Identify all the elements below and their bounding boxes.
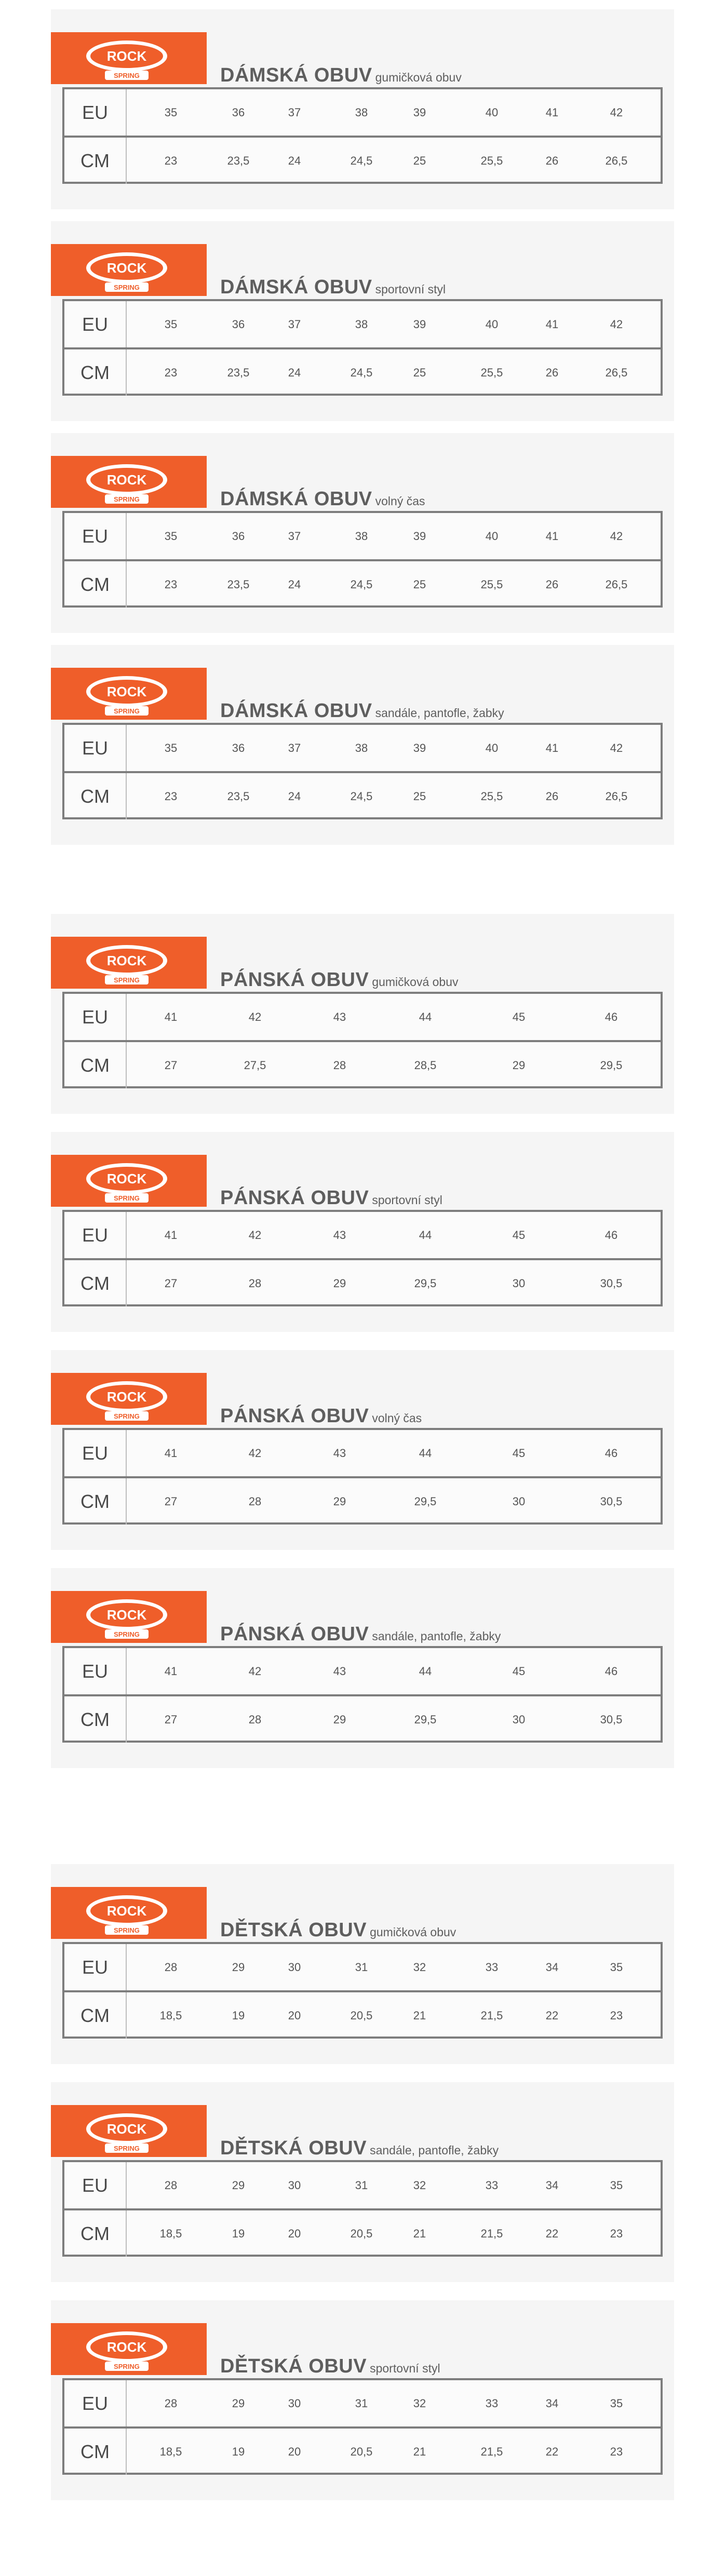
eu-size-cell: 37 (288, 741, 301, 754)
eu-size-cell: 42 (248, 1010, 262, 1023)
category-heading (220, 1919, 456, 1942)
eu-row-label: EU (64, 994, 127, 1040)
eu-size-row (64, 1430, 661, 1476)
cm-row-label: CM (64, 2210, 127, 2257)
cm-row-label: CM (64, 349, 127, 396)
cm-size-row (64, 1040, 661, 1088)
cm-size-cell: 23 (610, 2445, 623, 2458)
eu-size-cell: 38 (355, 741, 368, 754)
cm-size-cell: 23 (164, 154, 178, 167)
cm-size-cell: 24,5 (350, 154, 373, 167)
cm-size-cell: 24 (288, 366, 301, 379)
svg-text:SPRING: SPRING (114, 976, 140, 984)
eu-size-cell: 40 (485, 317, 499, 331)
cm-size-cell: 30 (512, 1494, 526, 1508)
eu-size-cell: 41 (545, 529, 559, 543)
category-heading (220, 64, 462, 87)
cm-size-cell: 27 (164, 1712, 178, 1726)
cm-size-cell: 26,5 (605, 789, 628, 803)
cm-row-label: CM (64, 1260, 127, 1306)
eu-size-cell: 41 (545, 741, 559, 754)
svg-text:ROCK: ROCK (106, 684, 147, 699)
eu-size-cell: 35 (164, 105, 178, 119)
category-heading (220, 1623, 501, 1646)
eu-row-label: EU (64, 301, 127, 347)
category-heading (220, 1187, 442, 1210)
eu-size-cell: 43 (333, 1446, 346, 1460)
category-heading (220, 969, 459, 992)
size-table (62, 1646, 663, 1743)
cm-size-cell: 18,5 (159, 2008, 182, 2022)
size-card (51, 914, 674, 1114)
eu-size-cell: 46 (604, 1010, 618, 1023)
cm-size-cell: 23 (610, 2227, 623, 2240)
size-table (62, 299, 663, 396)
eu-size-cell: 38 (355, 105, 368, 119)
svg-text:ROCK: ROCK (106, 1389, 147, 1405)
category-title: DÁMSKÁ OBUV (220, 700, 372, 722)
rock-spring-logo (51, 32, 207, 84)
size-table (62, 2378, 663, 2475)
eu-size-cell: 32 (413, 2396, 426, 2410)
cm-size-cell: 28 (248, 1276, 262, 1290)
svg-text:SPRING: SPRING (114, 2145, 140, 2152)
eu-size-cell: 35 (164, 741, 178, 754)
eu-size-cell: 42 (248, 1664, 262, 1678)
size-card (51, 2082, 674, 2282)
eu-size-cell: 42 (610, 105, 623, 119)
eu-size-cell: 42 (248, 1228, 262, 1242)
category-subtitle: sportovní styl (370, 2362, 440, 2375)
cm-size-cell: 25 (413, 366, 426, 379)
category-title: DĚTSKÁ OBUV (220, 2355, 367, 2377)
svg-text:SPRING: SPRING (114, 1630, 140, 1638)
cm-size-row (64, 559, 661, 608)
cm-size-cell: 22 (545, 2008, 559, 2022)
eu-size-row (64, 994, 661, 1040)
svg-text:SPRING: SPRING (114, 495, 140, 503)
eu-size-cell: 38 (355, 529, 368, 543)
eu-size-cell: 36 (232, 317, 245, 331)
cm-size-cell: 25 (413, 154, 426, 167)
eu-row-label: EU (64, 725, 127, 771)
size-card (51, 2300, 674, 2500)
category-title: DÁMSKÁ OBUV (220, 64, 372, 86)
svg-text:SPRING: SPRING (114, 2363, 140, 2370)
cm-size-cell: 22 (545, 2445, 559, 2458)
cm-size-cell: 26,5 (605, 154, 628, 167)
size-table (62, 992, 663, 1088)
eu-size-cell: 30 (288, 1960, 301, 1974)
eu-size-cell: 41 (164, 1010, 178, 1023)
cm-size-cell: 30,5 (600, 1494, 623, 1508)
size-table (62, 2160, 663, 2257)
size-card (51, 221, 674, 421)
category-title: DĚTSKÁ OBUV (220, 2137, 367, 2159)
cm-size-cell: 26 (545, 366, 559, 379)
cm-row-label: CM (64, 1696, 127, 1743)
cm-size-cell: 28 (248, 1494, 262, 1508)
cm-size-cell: 23,5 (227, 577, 250, 591)
eu-size-cell: 43 (333, 1664, 346, 1678)
cm-size-row (64, 1990, 661, 2039)
cm-size-cell: 20,5 (350, 2445, 373, 2458)
category-title: DĚTSKÁ OBUV (220, 1919, 367, 1941)
eu-size-cell: 28 (164, 2396, 178, 2410)
rock-spring-logo (51, 244, 207, 296)
eu-size-cell: 41 (164, 1664, 178, 1678)
size-table (62, 87, 663, 184)
cm-row-label: CM (64, 1042, 127, 1088)
category-heading (220, 1405, 422, 1428)
cm-size-cell: 26 (545, 154, 559, 167)
cm-size-cell: 25,5 (480, 366, 503, 379)
cm-size-cell: 27 (164, 1494, 178, 1508)
size-table (62, 723, 663, 819)
svg-text:ROCK: ROCK (106, 953, 147, 968)
eu-size-cell: 46 (604, 1228, 618, 1242)
svg-text:SPRING: SPRING (114, 284, 140, 291)
category-heading (220, 488, 425, 511)
cm-size-cell: 18,5 (159, 2227, 182, 2240)
eu-size-cell: 33 (485, 2178, 499, 2192)
size-table (62, 1428, 663, 1525)
svg-text:ROCK: ROCK (106, 1903, 147, 1919)
eu-size-row (64, 301, 661, 347)
eu-size-cell: 41 (545, 317, 559, 331)
rock-spring-logo (51, 937, 207, 989)
eu-size-cell: 31 (355, 2178, 368, 2192)
cm-size-row (64, 1258, 661, 1306)
size-table (62, 511, 663, 608)
cm-size-cell: 21,5 (480, 2445, 503, 2458)
eu-row-label: EU (64, 1944, 127, 1990)
cm-size-cell: 29,5 (414, 1276, 437, 1290)
cm-row-label: CM (64, 1992, 127, 2039)
cm-size-cell: 30 (512, 1276, 526, 1290)
eu-size-cell: 40 (485, 529, 499, 543)
svg-text:ROCK: ROCK (106, 2339, 147, 2355)
cm-size-cell: 20 (288, 2445, 301, 2458)
cm-size-cell: 22 (545, 2227, 559, 2240)
eu-row-label: EU (64, 1212, 127, 1258)
eu-size-cell: 41 (545, 105, 559, 119)
cm-size-cell: 23,5 (227, 154, 250, 167)
cm-size-cell: 30,5 (600, 1712, 623, 1726)
eu-size-cell: 30 (288, 2396, 301, 2410)
cm-size-cell: 20 (288, 2008, 301, 2022)
eu-row-label: EU (64, 2162, 127, 2208)
eu-size-cell: 31 (355, 2396, 368, 2410)
cm-size-cell: 20 (288, 2227, 301, 2240)
cm-size-cell: 23 (164, 789, 178, 803)
svg-text:ROCK: ROCK (106, 48, 147, 64)
cm-size-cell: 24 (288, 577, 301, 591)
cm-size-cell: 29,5 (414, 1712, 437, 1726)
cm-size-cell: 18,5 (159, 2445, 182, 2458)
cm-size-row (64, 1694, 661, 1743)
category-heading (220, 276, 446, 299)
eu-size-row (64, 513, 661, 559)
size-card (51, 1350, 674, 1550)
cm-size-cell: 23 (164, 366, 178, 379)
cm-size-cell: 30,5 (600, 1276, 623, 1290)
cm-size-cell: 23,5 (227, 789, 250, 803)
category-subtitle: sportovní styl (372, 1193, 442, 1207)
eu-size-cell: 41 (164, 1446, 178, 1460)
size-card (51, 645, 674, 845)
cm-size-cell: 21 (413, 2227, 426, 2240)
rock-spring-logo (51, 456, 207, 508)
category-subtitle: sportovní styl (375, 282, 446, 296)
svg-text:ROCK: ROCK (106, 2121, 147, 2137)
eu-size-row (64, 89, 661, 136)
eu-size-cell: 44 (419, 1010, 432, 1023)
eu-size-cell: 44 (419, 1228, 432, 1242)
eu-size-cell: 42 (610, 741, 623, 754)
eu-size-row (64, 1212, 661, 1258)
eu-size-cell: 38 (355, 317, 368, 331)
cm-size-row (64, 347, 661, 396)
eu-size-cell: 34 (545, 1960, 559, 1974)
cm-size-row (64, 771, 661, 819)
cm-size-cell: 29 (333, 1712, 346, 1726)
eu-size-cell: 35 (164, 529, 178, 543)
cm-size-cell: 29,5 (600, 1058, 623, 1072)
eu-size-cell: 42 (610, 529, 623, 543)
eu-size-cell: 41 (164, 1228, 178, 1242)
cm-size-cell: 21 (413, 2445, 426, 2458)
eu-size-row (64, 725, 661, 771)
rock-spring-logo (51, 1887, 207, 1939)
rock-spring-logo (51, 1155, 207, 1207)
rock-spring-logo (51, 668, 207, 720)
eu-size-cell: 40 (485, 105, 499, 119)
eu-size-row (64, 1648, 661, 1694)
rock-spring-logo (51, 2323, 207, 2375)
category-subtitle: gumičková obuv (370, 1925, 456, 1939)
cm-row-label: CM (64, 138, 127, 184)
cm-size-cell: 30 (512, 1712, 526, 1726)
cm-size-cell: 28 (333, 1058, 346, 1072)
eu-size-cell: 32 (413, 2178, 426, 2192)
category-title: PÁNSKÁ OBUV (220, 1187, 369, 1209)
eu-size-cell: 45 (512, 1228, 526, 1242)
eu-size-cell: 28 (164, 1960, 178, 1974)
cm-size-cell: 25 (413, 577, 426, 591)
eu-size-cell: 39 (413, 741, 426, 754)
category-subtitle: gumičková obuv (372, 975, 459, 989)
eu-row-label: EU (64, 89, 127, 136)
category-title: PÁNSKÁ OBUV (220, 1405, 369, 1427)
eu-size-cell: 29 (232, 2178, 245, 2192)
eu-size-cell: 42 (610, 317, 623, 331)
cm-size-cell: 27 (164, 1058, 178, 1072)
size-card (51, 1864, 674, 2064)
category-title: DÁMSKÁ OBUV (220, 488, 372, 510)
eu-size-cell: 29 (232, 1960, 245, 1974)
cm-size-cell: 25,5 (480, 154, 503, 167)
cm-size-cell: 21,5 (480, 2227, 503, 2240)
svg-text:SPRING: SPRING (114, 707, 140, 715)
category-subtitle: sandále, pantofle, žabky (370, 2143, 499, 2157)
category-subtitle: gumičková obuv (375, 71, 462, 84)
cm-row-label: CM (64, 773, 127, 819)
svg-text:ROCK: ROCK (106, 1607, 147, 1623)
rock-spring-logo (51, 2105, 207, 2157)
eu-size-cell: 31 (355, 1960, 368, 1974)
eu-size-cell: 37 (288, 317, 301, 331)
cm-size-cell: 28 (248, 1712, 262, 1726)
cm-size-cell: 25 (413, 789, 426, 803)
cm-size-cell: 24,5 (350, 366, 373, 379)
eu-size-cell: 46 (604, 1446, 618, 1460)
cm-size-cell: 23 (610, 2008, 623, 2022)
eu-size-cell: 30 (288, 2178, 301, 2192)
eu-size-cell: 29 (232, 2396, 245, 2410)
svg-text:ROCK: ROCK (106, 260, 147, 276)
eu-size-cell: 45 (512, 1664, 526, 1678)
category-heading (220, 2137, 499, 2160)
cm-size-cell: 19 (232, 2227, 245, 2240)
eu-size-cell: 35 (610, 1960, 623, 1974)
eu-size-cell: 34 (545, 2396, 559, 2410)
cm-size-cell: 29 (512, 1058, 526, 1072)
cm-row-label: CM (64, 2429, 127, 2475)
eu-size-row (64, 2380, 661, 2426)
cm-size-cell: 24 (288, 154, 301, 167)
cm-size-cell: 20,5 (350, 2227, 373, 2240)
cm-size-cell: 21,5 (480, 2008, 503, 2022)
category-title: PÁNSKÁ OBUV (220, 1623, 369, 1645)
svg-text:SPRING: SPRING (114, 1194, 140, 1202)
rock-spring-logo (51, 1373, 207, 1425)
eu-row-label: EU (64, 1648, 127, 1694)
eu-size-cell: 43 (333, 1228, 346, 1242)
cm-size-cell: 25,5 (480, 577, 503, 591)
eu-size-cell: 39 (413, 529, 426, 543)
cm-size-row (64, 136, 661, 184)
cm-size-cell: 29 (333, 1276, 346, 1290)
cm-size-cell: 29 (333, 1494, 346, 1508)
eu-size-cell: 36 (232, 529, 245, 543)
category-heading (220, 700, 504, 723)
cm-size-cell: 23 (164, 577, 178, 591)
svg-text:SPRING: SPRING (114, 1926, 140, 1934)
cm-size-row (64, 2426, 661, 2475)
cm-size-row (64, 1476, 661, 1525)
eu-size-row (64, 2162, 661, 2208)
cm-size-cell: 24 (288, 789, 301, 803)
cm-size-cell: 24,5 (350, 577, 373, 591)
eu-size-row (64, 1944, 661, 1990)
eu-size-cell: 37 (288, 105, 301, 119)
category-subtitle: sandále, pantofle, žabky (372, 1629, 501, 1643)
rock-spring-logo (51, 1591, 207, 1643)
category-subtitle: volný čas (372, 1411, 422, 1425)
size-card (51, 433, 674, 633)
eu-size-cell: 39 (413, 317, 426, 331)
cm-size-cell: 26 (545, 789, 559, 803)
cm-size-cell: 25,5 (480, 789, 503, 803)
eu-row-label: EU (64, 513, 127, 559)
category-heading (220, 2355, 440, 2378)
cm-size-cell: 23,5 (227, 366, 250, 379)
eu-size-cell: 34 (545, 2178, 559, 2192)
svg-text:ROCK: ROCK (106, 1171, 147, 1186)
cm-size-cell: 27 (164, 1276, 178, 1290)
category-title: DÁMSKÁ OBUV (220, 276, 372, 298)
eu-row-label: EU (64, 2380, 127, 2426)
cm-size-cell: 19 (232, 2008, 245, 2022)
eu-size-cell: 33 (485, 2396, 499, 2410)
cm-size-cell: 26,5 (605, 366, 628, 379)
eu-size-cell: 37 (288, 529, 301, 543)
size-card (51, 1568, 674, 1768)
cm-row-label: CM (64, 561, 127, 608)
eu-size-cell: 33 (485, 1960, 499, 1974)
size-table (62, 1942, 663, 2039)
eu-size-cell: 44 (419, 1664, 432, 1678)
eu-row-label: EU (64, 1430, 127, 1476)
size-table (62, 1210, 663, 1306)
eu-size-cell: 28 (164, 2178, 178, 2192)
size-card (51, 9, 674, 209)
eu-size-cell: 45 (512, 1446, 526, 1460)
eu-size-cell: 35 (164, 317, 178, 331)
category-subtitle: volný čas (375, 494, 425, 508)
eu-size-cell: 43 (333, 1010, 346, 1023)
cm-size-cell: 26,5 (605, 577, 628, 591)
eu-size-cell: 45 (512, 1010, 526, 1023)
svg-text:SPRING: SPRING (114, 72, 140, 79)
cm-size-cell: 21 (413, 2008, 426, 2022)
cm-size-cell: 20,5 (350, 2008, 373, 2022)
eu-size-cell: 36 (232, 105, 245, 119)
cm-size-cell: 24,5 (350, 789, 373, 803)
cm-size-cell: 27,5 (244, 1058, 266, 1072)
eu-size-cell: 35 (610, 2178, 623, 2192)
eu-size-cell: 39 (413, 105, 426, 119)
cm-row-label: CM (64, 1478, 127, 1525)
eu-size-cell: 42 (248, 1446, 262, 1460)
cm-size-row (64, 2208, 661, 2257)
eu-size-cell: 44 (419, 1446, 432, 1460)
eu-size-cell: 36 (232, 741, 245, 754)
eu-size-cell: 32 (413, 1960, 426, 1974)
eu-size-cell: 40 (485, 741, 499, 754)
svg-text:SPRING: SPRING (114, 1412, 140, 1420)
cm-size-cell: 28,5 (414, 1058, 437, 1072)
svg-text:ROCK: ROCK (106, 472, 147, 488)
eu-size-cell: 46 (604, 1664, 618, 1678)
cm-size-cell: 29,5 (414, 1494, 437, 1508)
category-title: PÁNSKÁ OBUV (220, 969, 369, 991)
category-subtitle: sandále, pantofle, žabky (375, 706, 504, 720)
eu-size-cell: 35 (610, 2396, 623, 2410)
cm-size-cell: 26 (545, 577, 559, 591)
size-card (51, 1132, 674, 1332)
cm-size-cell: 19 (232, 2445, 245, 2458)
